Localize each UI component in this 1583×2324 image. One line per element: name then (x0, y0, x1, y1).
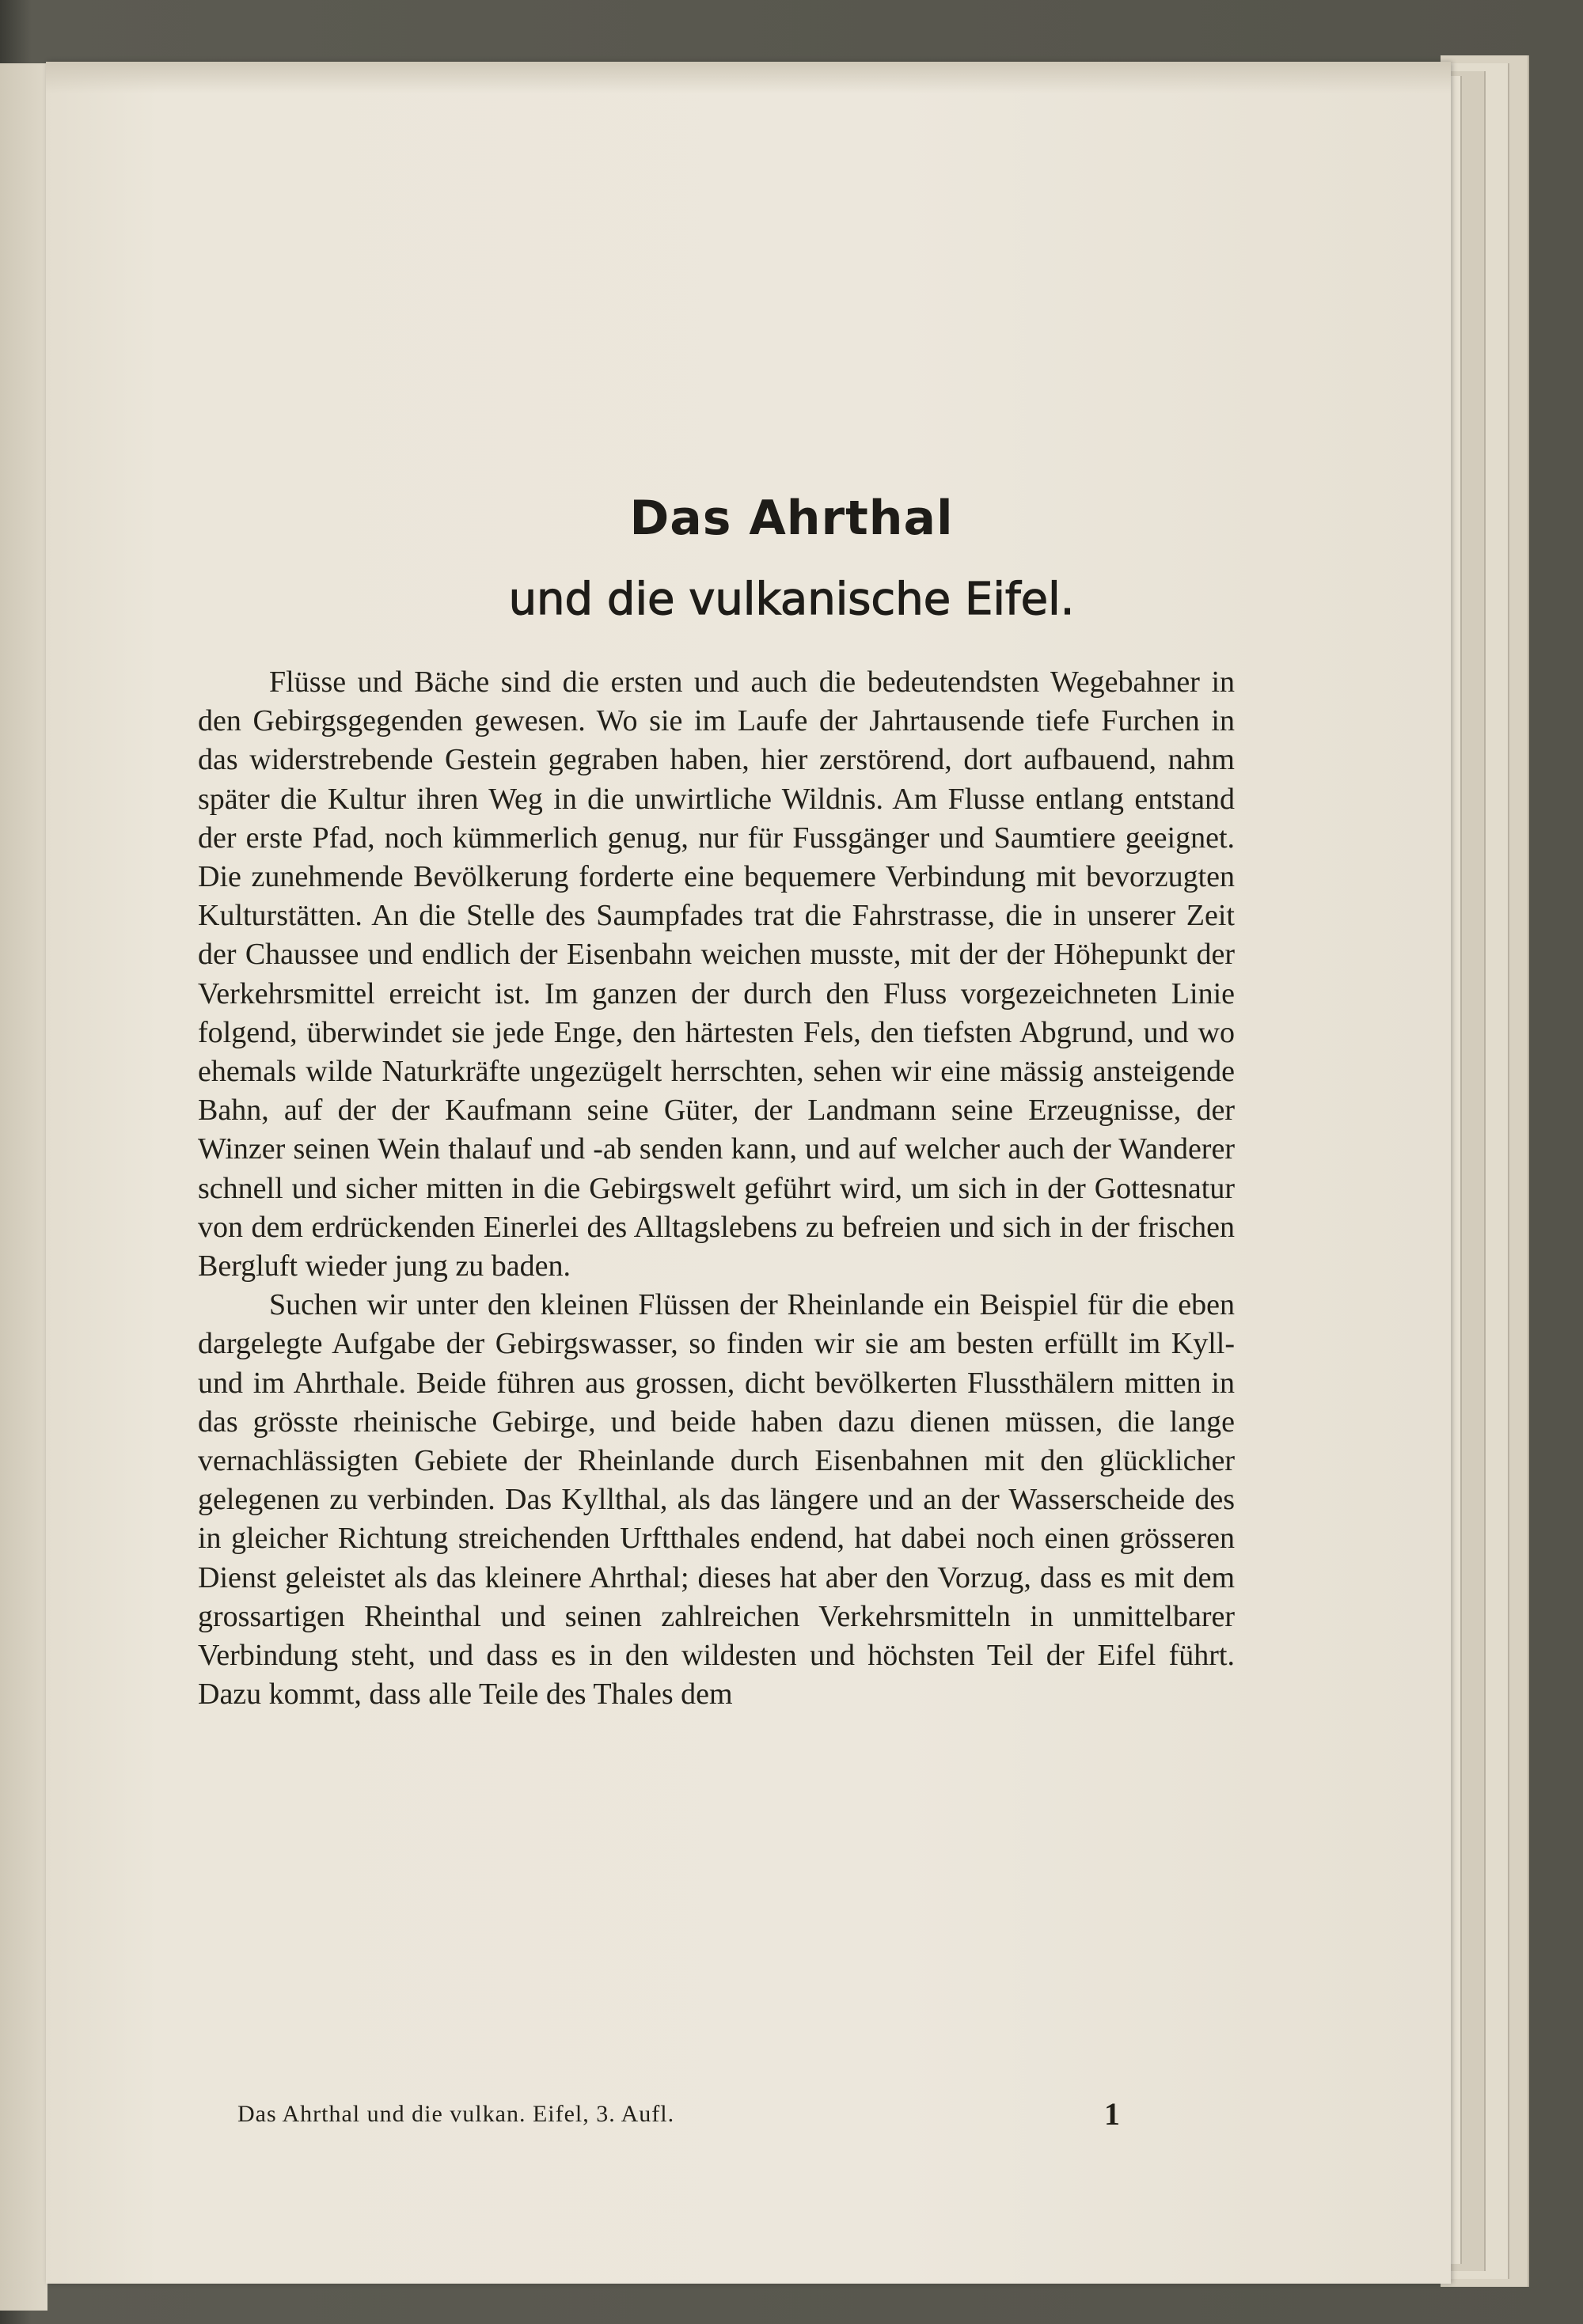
paragraph: Flüsse und Bäche sind die ersten und auch die bedeutendsten Wegebahner in den Gebirgsgegenden gewesen. Wo sie im Laufe der Jahrtausende tiefe Furchen in das widerstrebende Gestein gegraben haben, hier zerstörend, dort aufbauend, nahm später die Kultur ihren Weg in die unwirtliche Wildnis. Am Flusse entlang entstand der erste Pfad, noch kümmerlich genug, nur für Fussgänger und Saumtiere geeignet. Die zunehmende Bevölkerung forderte eine bequemere Verbindung mit bevorzugten Kulturstätten. An die Stelle des Saumpfades trat die Fahrstrasse, die in unserer Zeit der Chaussee und endlich der Eisenbahn weichen musste, mit der der Höhepunkt der Verkehrsmittel erreicht ist. Im ganzen der durch den Fluss vorgezeichneten Linie folgend, überwindet sie jede Enge, den härtesten Fels, den tiefsten Abgrund, und wo ehemals wilde Naturkräfte ungezügelt herrschten, sehen wir eine mässig ansteigende Bahn, auf der der Kaufmann seine Güter, der Landmann seine Erzeugnisse, der Winzer seinen Wein thalauf und -ab senden kann, und auf welcher auch der Wanderer schnell und sicher mitten in die Gebirgswelt geführt wird, um sich in der Gottesnatur von dem erdrückenden Einerlei des Alltagslebens zu befreien und sich in der frischen Bergluft wieder jung zu baden. (198, 665, 1235, 1283)
body-text (198, 663, 1235, 1714)
chapter-subtitle: und die vulkanische Eifel. (508, 574, 1075, 625)
page-number: 1 (1104, 2096, 1120, 2132)
page-shadow (46, 62, 1451, 93)
facing-page-edge (0, 63, 47, 2311)
chapter-title: Das Ahrthal (629, 491, 954, 546)
running-footer: Das Ahrthal und die vulkan. Eifel, 3. Aufl. (237, 2101, 675, 2127)
paragraph: Suchen wir unter den kleinen Flüssen der Rheinlande ein Beispiel für die eben dargelegte Aufgabe der Gebirgswasser, so finden wir sie am besten erfüllt im Kyll- und im Ahrthale. Beide führen aus grossen, dicht bevölkerten Flussthälern mitten in das grösste rheinische Gebirge, und beide haben dazu dienen müssen, die lange vernachlässigten Gebiete der Rheinlande durch Eisenbahnen mit den glücklicher gelegenen zu verbinden. Das Kyllthal, als das längere und an der Wasserscheide des in gleicher Richtung streichenden Urftthales endend, hat dabei noch einen grösseren Dienst geleistet als das kleinere Ahrthal; dieses hat aber den Vorzug, dass es mit dem grossartigen Rheinthal und seinen zahlreichen Verkehrsmitteln in unmittelbarer Verbindung steht, und dass es in den wildesten und höchsten Teil der Eifel führt. Dazu kommt, dass alle Teile des Thales dem (198, 1288, 1235, 1712)
